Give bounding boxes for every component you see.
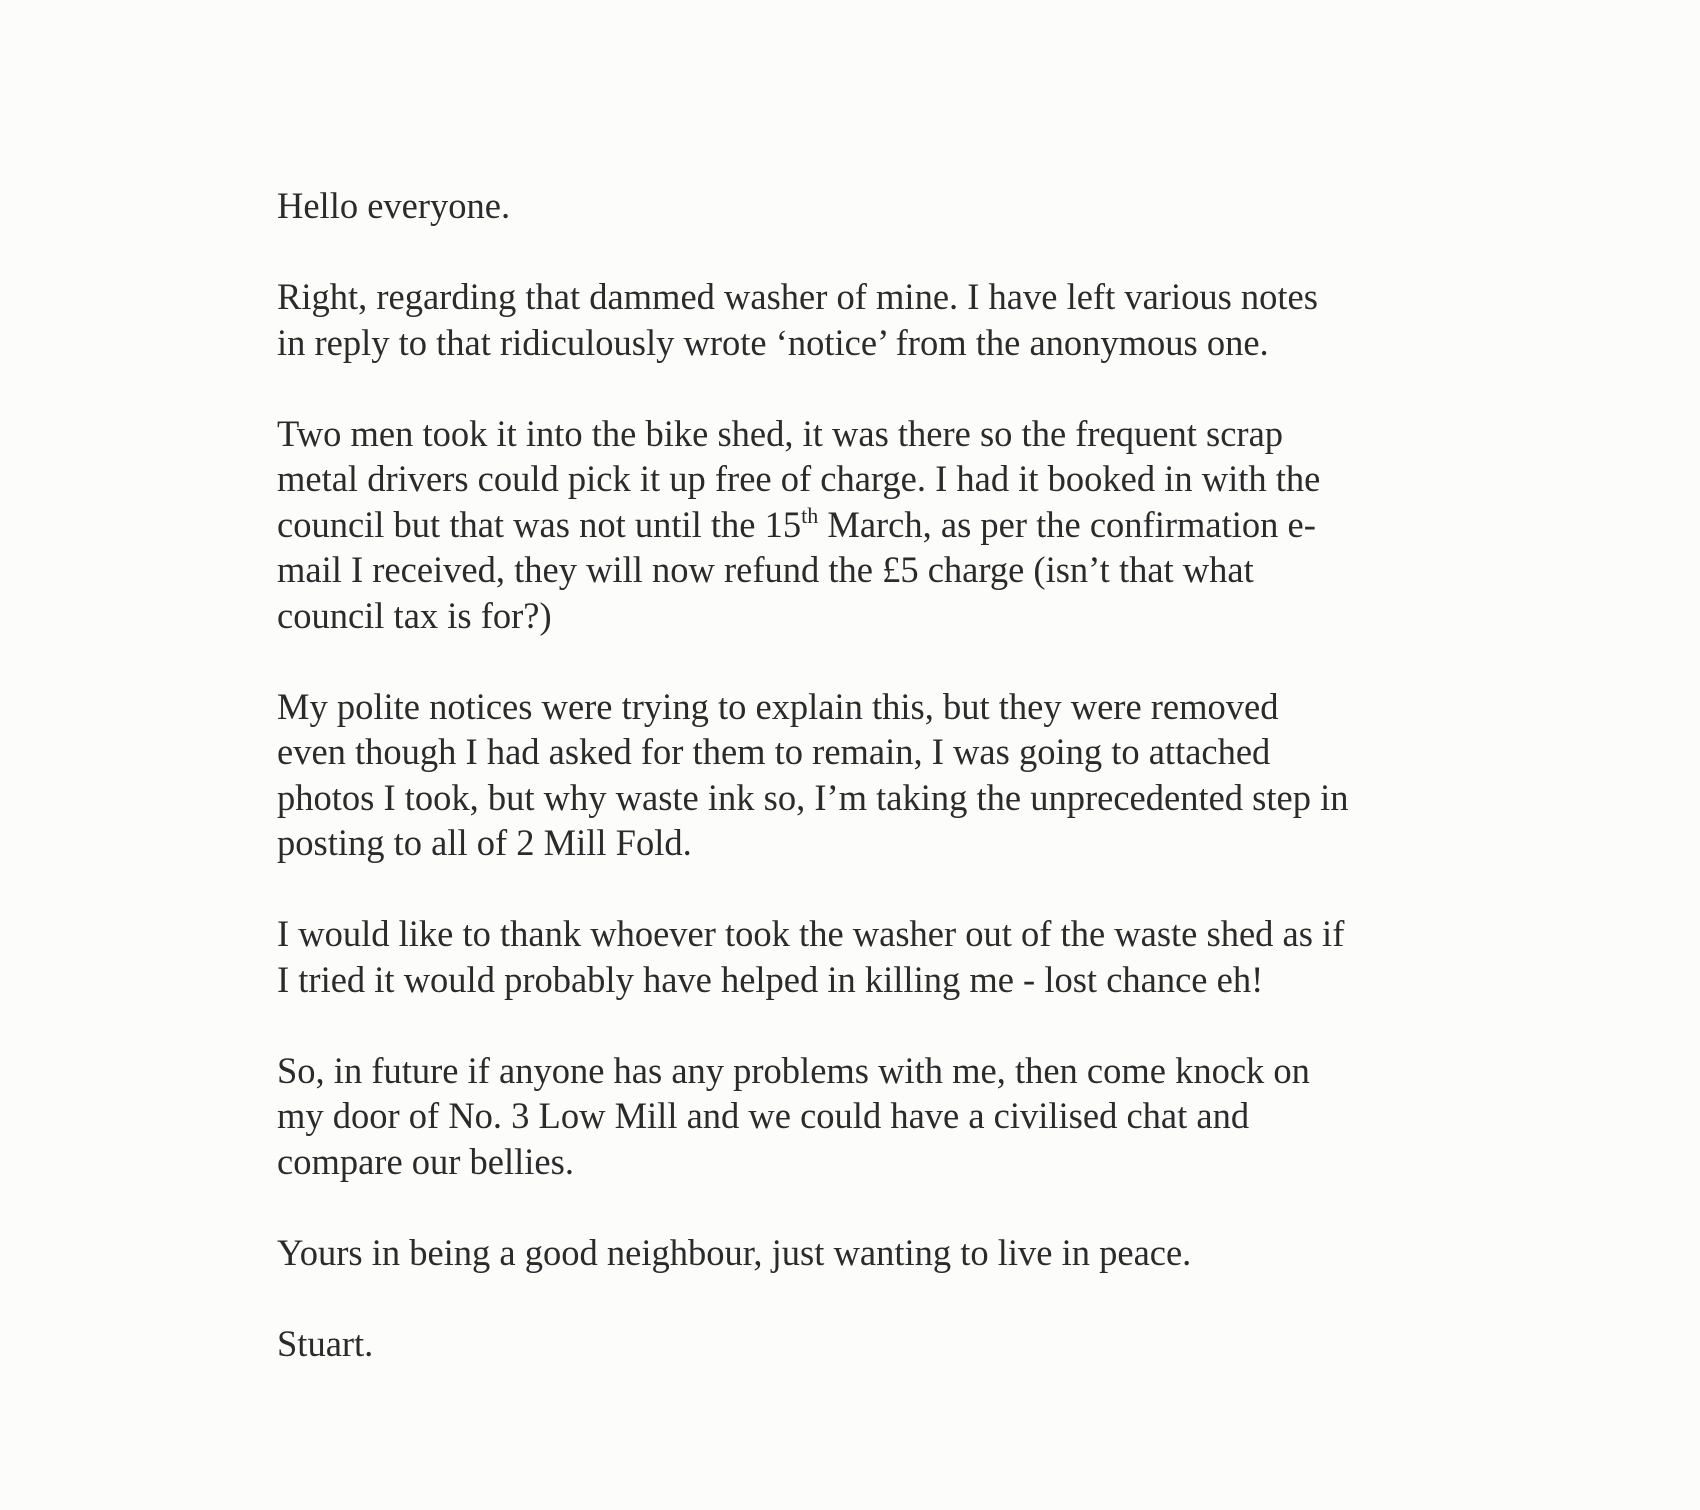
paragraph-polite-notices	[277, 684, 1457, 866]
text-line: I would like to thank whoever took the washer out of the waste shed as if	[277, 913, 1345, 954]
text-line: mail I received, they will now refund the £5 charge (isn’t that what	[277, 549, 1254, 590]
paragraph-future	[277, 1048, 1457, 1185]
text-line: posting to all of 2 Mill Fold.	[277, 822, 692, 863]
text-segment: council but that was not until the 15	[277, 503, 802, 545]
text-line: compare our bellies.	[277, 1140, 574, 1182]
text-line: Right, regarding that dammed washer of mine. I have left various notes	[277, 276, 1318, 317]
paragraph-thanks	[277, 911, 1457, 1002]
text-line: Two men took it into the bike shed, it was there so the frequent scrap	[277, 412, 1284, 454]
closing-line: Yours in being a good neighbour, just wanting to live in peace.	[277, 1231, 1192, 1273]
text-line: metal drivers could pick it up free of charge. I had it booked in with the	[277, 458, 1321, 499]
text-segment: March, as per the confirmation e-	[818, 503, 1316, 545]
text-line: council tax is for?)	[277, 594, 552, 636]
text-line: my door of No. 3 Low Mill and we could have a civilised chat and	[277, 1095, 1250, 1136]
text-line: I tried it would probably have helped in killing me - lost chance eh!	[277, 958, 1264, 1000]
signature-line: Stuart.	[277, 1322, 374, 1364]
paragraph-bike-shed	[277, 411, 1457, 639]
text-line-with-date	[277, 502, 1457, 548]
text-line: photos I took, but why waste ink so, I’m taking the unprecedented step in	[277, 776, 1349, 818]
signature	[277, 1321, 1457, 1367]
paragraph-washer-notes	[277, 274, 1457, 365]
ordinal-suffix: th	[801, 502, 819, 528]
text-line: So, in future if anyone has any problems with me, then come knock on	[277, 1049, 1310, 1091]
text-line: in reply to that ridiculously wrote ‘notice’ from the anonymous one.	[277, 321, 1269, 363]
greeting-line: Hello everyone.	[277, 185, 511, 226]
letter-body	[277, 183, 1457, 1412]
text-line: My polite notices were trying to explain this, but they were removed	[277, 685, 1279, 727]
text-line: even though I had asked for them to remain, I was going to attached	[277, 731, 1271, 772]
greeting	[277, 183, 1457, 229]
closing	[277, 1230, 1457, 1276]
